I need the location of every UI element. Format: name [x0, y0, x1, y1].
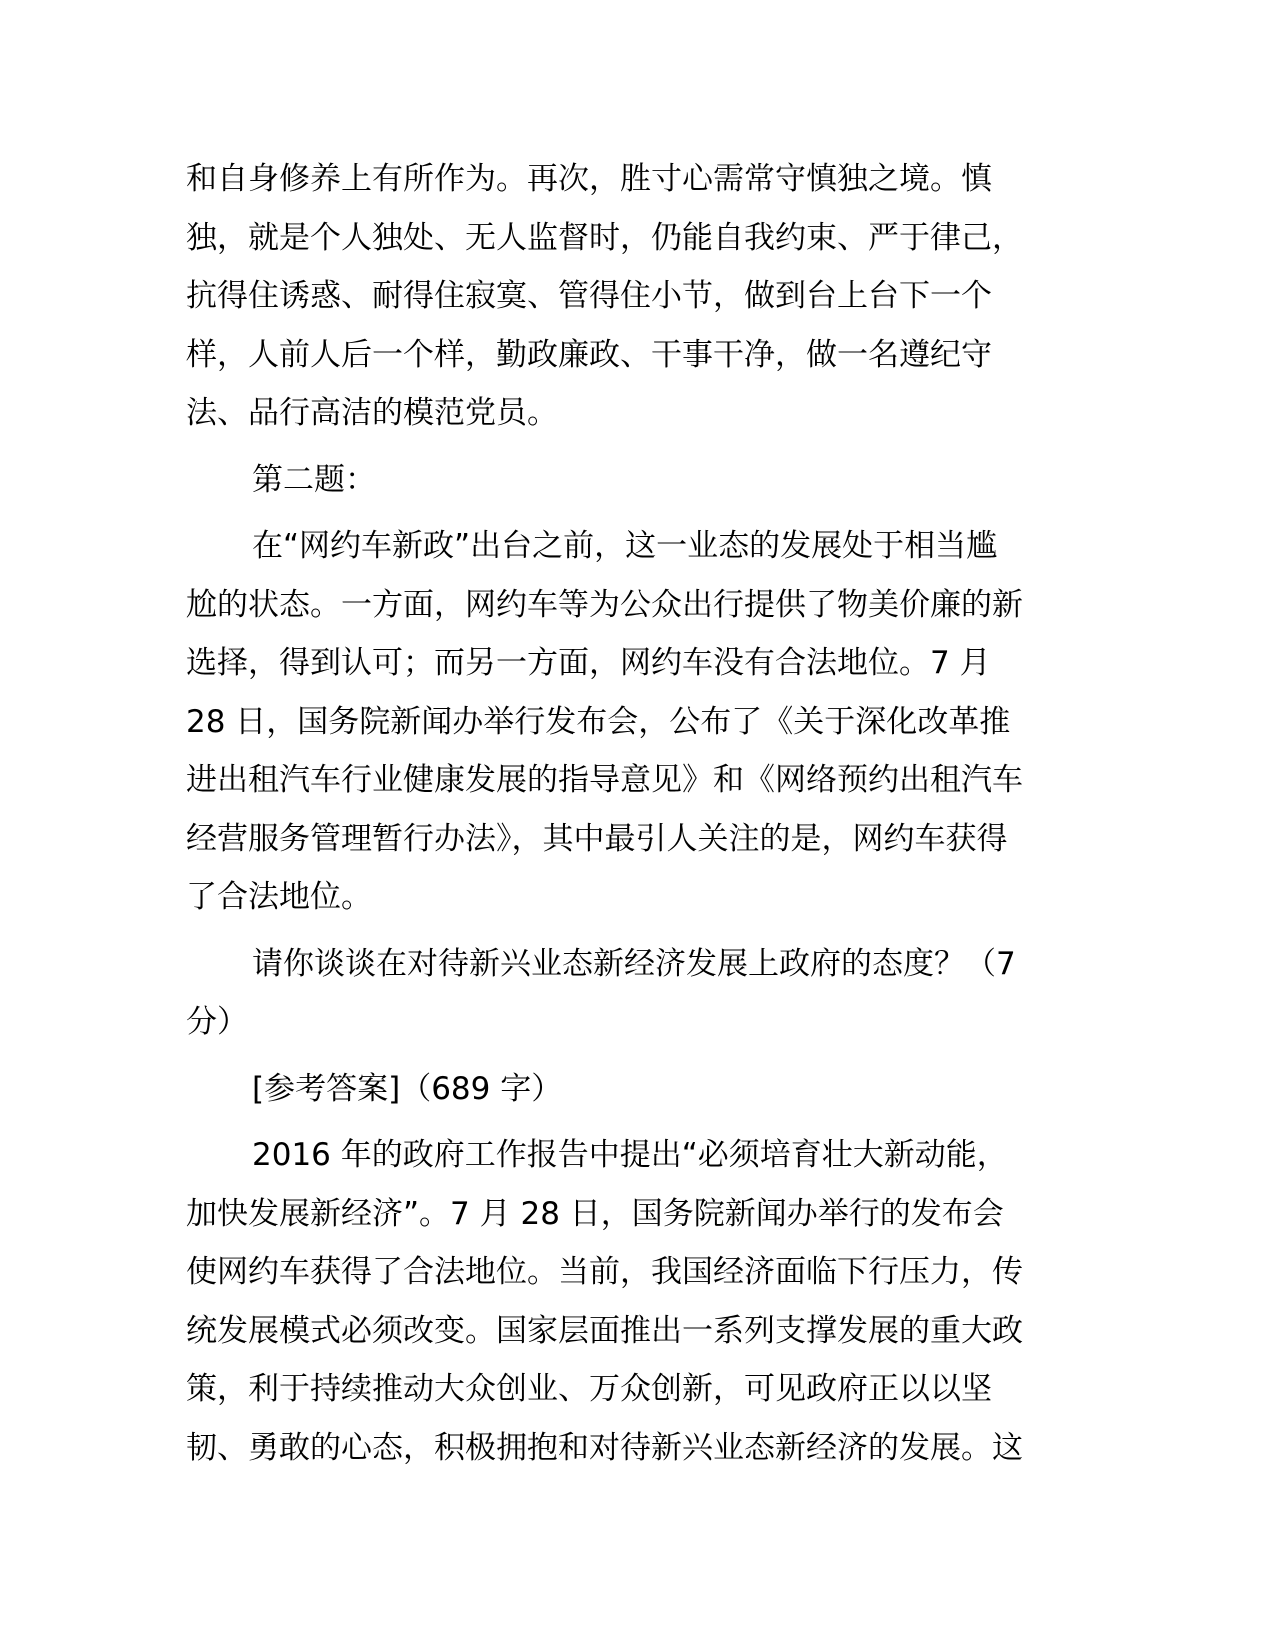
text-line: 2016 年的政府工作报告中提出“必须培育壮大新动能， [252, 1137, 1008, 1173]
document-body [186, 150, 1086, 1477]
paragraph-gap [186, 927, 1086, 935]
text-line: 统发展模式必须改变。国家层面推出一系列支撑发展的重大政 [186, 1312, 1023, 1349]
text-line: 进出租汽车行业健康发展的指导意见》和《网络预约出租汽车 [186, 762, 1023, 798]
question-prompt [186, 935, 1086, 1052]
text-line: 尬的状态。一方面，网约车等为公众出行提供了物美价廉的新 [186, 586, 1023, 623]
paragraph-gap [186, 509, 1086, 517]
text-line: 选择，得到认可；而另一方面，网约车没有合法地位。7 月 [186, 645, 991, 681]
text-line: 和自身修养上有所作为。再次，胜寸心需常守慎独之境。慎 [186, 161, 992, 197]
text-line: 策，利于持续推动大众创业、万众创新，可见政府正以以坚 [186, 1371, 992, 1407]
text-line: 样，人前人后一个样，勤政廉政、干事干净，做一名遵纪守 [186, 336, 992, 373]
paragraph-continuation [186, 150, 1086, 443]
text-line: 韧、勇敢的心态，积极拥抱和对待新兴业态新经济的发展。这 [186, 1429, 1023, 1466]
text-line: [参考答案]（689 字） [252, 1070, 563, 1107]
text-line: 法、品行高洁的模范党员。 [186, 395, 558, 431]
paragraph-gap [186, 443, 1086, 451]
text-line: 请你谈谈在对待新兴业态新经济发展上政府的态度？（7 [252, 945, 1016, 982]
text-line: 28 日，国务院新闻办举行发布会，公布了《关于深化改革推 [186, 703, 1011, 740]
text-line: 使网约车获得了合法地位。当前，我国经济面临下行压力，传 [186, 1254, 1023, 1290]
text-line: 在“网约车新政”出台之前，这一业态的发展处于相当尴 [252, 528, 998, 564]
text-line: 分） [186, 1004, 248, 1040]
paragraph-gap [186, 1052, 1086, 1060]
text-line: 加快发展新经济”。7 月 28 日，国务院新闻办举行的发布会 [186, 1195, 1004, 1232]
text-line: 抗得住诱惑、耐得住寂寞、管得住小节，做到台上台下一个 [186, 278, 992, 314]
paragraph-gap [186, 1118, 1086, 1126]
text-line: 第二题： [252, 461, 376, 498]
answer-label [186, 1060, 1086, 1119]
text-line: 独，就是个人独处、无人监督时，仍能自我约束、严于律己， [186, 219, 1023, 256]
paragraph-background [186, 517, 1086, 927]
answer-body [186, 1126, 1086, 1477]
question-heading [186, 451, 1086, 510]
text-line: 了合法地位。 [186, 879, 372, 915]
text-line: 经营服务管理暂行办法》，其中最引人关注的是，网约车获得 [186, 820, 1008, 857]
